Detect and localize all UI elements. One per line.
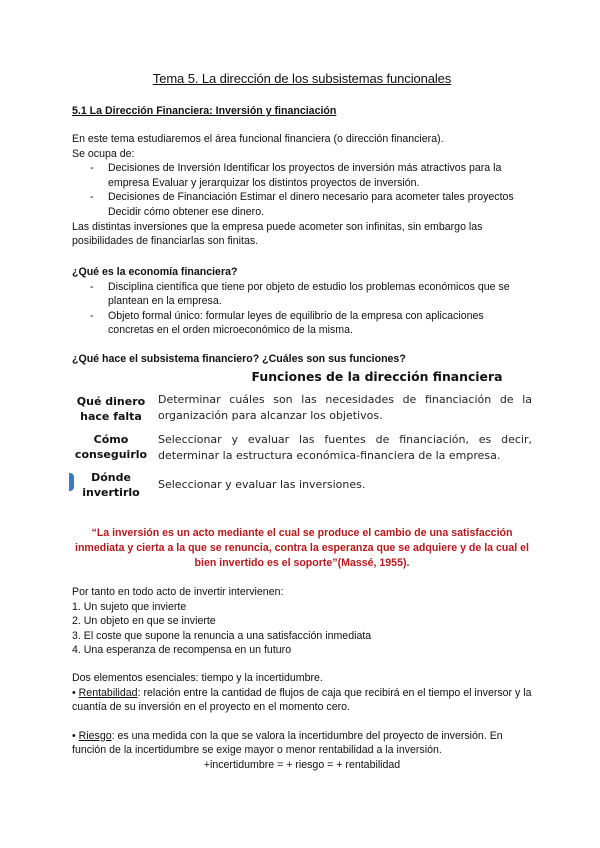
riesgo-term: Riesgo [78, 729, 112, 742]
list-item: - Decisiones de Financiación Estimar el dinero necesario para acometer tales proyectos Decidir cómo obtener ese dinero. [72, 190, 532, 219]
function-text: Seleccionar y evaluar las inversiones. [158, 478, 366, 491]
rentabilidad-term: Rentabilidad [78, 686, 138, 699]
elements-intro: Por tanto en todo acto de invertir intervienen: [72, 586, 284, 598]
q1-list [72, 280, 532, 338]
riesgo-text: : es una medida con la que se valora la incertidumbre del proyecto de inversión. En función de la incertidumbre se exige mayor o menor rentabilidad a la inversión. [72, 729, 503, 757]
list-item: - Disciplina científica que tiene por objeto de estudio los problemas económicos que se plantean en la empresa. [72, 280, 532, 309]
function-label: Dónde invertirlo [82, 471, 140, 499]
rentabilidad-paragraph: • Rentabilidad: relación entre la cantidad de flujos de caja que recibirá en el tiempo el inversor y la cuantía de su inversión en el proyecto en el momento cero. [72, 686, 532, 714]
essentials-line: Dos elementos esenciales: tiempo y la incertidumbre. [72, 672, 323, 684]
intro-line-1: En este tema estudiaremos el área funcional financiera (o dirección financiera). [72, 133, 444, 145]
function-text: Determinar cuáles son las necesidades de financiación de la organización para alcanzar los objetivos. [158, 393, 532, 422]
q1-heading: ¿Qué es la economía financiera? [72, 266, 238, 278]
section-heading: 5.1 La Dirección Financiera: Inversión y financiación [72, 105, 337, 117]
function-label: Qué dinero hace falta [76, 395, 146, 423]
list-item: 4. Una esperanza de recompensa en un futuro [72, 644, 292, 657]
elements-block [72, 585, 532, 658]
intro-closing: Las distintas inversiones que la empresa puede acometer son infinitas, sin embargo las posibilidades de financiarlas son finitas. [72, 220, 483, 248]
list-item: 2. Un objeto en que se invierte [72, 615, 216, 628]
intro-block [72, 132, 532, 249]
functions-figure [72, 370, 532, 500]
essentials-block [72, 671, 532, 773]
list-item: - Objeto formal único: formular leyes de equilibrio de la empresa con aplicaciones concretas en el orden microeconómico de la misma. [72, 309, 532, 338]
riesgo-paragraph: • Riesgo: es una medida con la que se valora la incertidumbre del proyecto de inversión. En función de la incertidumbre se exige mayor o menor rentabilidad a la inversión. [72, 729, 503, 757]
decisions-list [72, 161, 532, 219]
page-title: Tema 5. La dirección de los subsistemas funcionales [152, 71, 452, 86]
risk-formula: +incertidumbre = + riesgo = + rentabilidad [203, 758, 401, 771]
intro-line-2: Se ocupa de: [72, 147, 135, 160]
rentabilidad-text: : relación entre la cantidad de flujos de caja que recibirá en el tiempo el inversor y la cuantía de su inversión en el proyecto en el momento cero. [72, 686, 532, 714]
function-text: Seleccionar y evaluar las fuentes de financiación, es decir, determinar la estructura económica-financiera de la empresa. [158, 433, 532, 462]
q2-heading: ¿Qué hace el subsistema financiero? ¿Cuáles son sus funciones? [72, 353, 406, 365]
function-label: Cómo conseguirlo [74, 433, 148, 461]
q1-block [72, 265, 532, 338]
q2-block [72, 352, 532, 367]
list-item: - Decisiones de Inversión Identificar los proyectos de inversión más atractivos para la empresa Evaluar y jerarquizar los distintos proyectos de inversión. [72, 161, 532, 190]
list-item: 3. El coste que supone la renuncia a una satisfacción inmediata [72, 629, 372, 642]
functions-title: Funciones de la dirección financiera [251, 369, 503, 384]
list-item: 1. Un sujeto que invierte [72, 600, 187, 613]
massé-quote: “La inversión es un acto mediante el cual se produce el cambio de una satisfacción inmediata y cierta a la que se renuncia, contra la esperanza que se adquiere y de la cual el bien invertido es el soporte”(Massé, 1955). [75, 527, 529, 569]
